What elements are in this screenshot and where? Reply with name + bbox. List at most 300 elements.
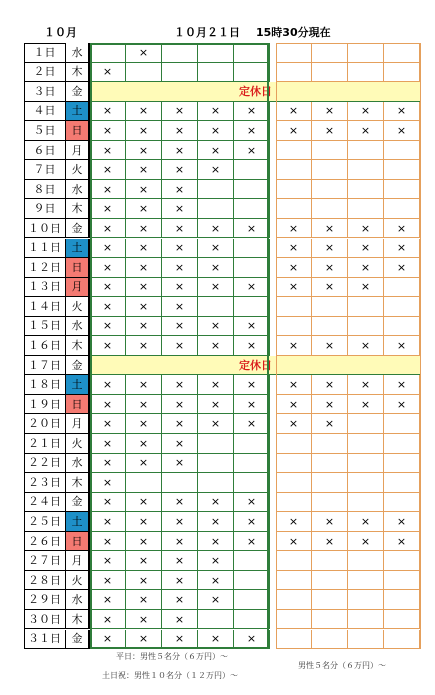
time-slot[interactable]: ×: [198, 630, 234, 650]
extra-slot[interactable]: [384, 278, 420, 298]
time-slot[interactable]: ×: [90, 297, 126, 317]
extra-slot[interactable]: ×: [276, 258, 312, 278]
time-slot[interactable]: ×: [198, 395, 234, 415]
extra-slot[interactable]: ×: [312, 336, 348, 356]
extra-slot[interactable]: ×: [276, 239, 312, 259]
extra-slot[interactable]: ×: [312, 414, 348, 434]
extra-slot[interactable]: ×: [384, 512, 420, 532]
extra-slot[interactable]: [276, 141, 312, 161]
time-slot[interactable]: ×: [90, 610, 126, 630]
time-slot[interactable]: [234, 434, 270, 454]
time-slot[interactable]: ×: [162, 219, 198, 239]
time-slot[interactable]: ×: [90, 121, 126, 141]
time-slot[interactable]: ×: [90, 512, 126, 532]
extra-slot[interactable]: [384, 610, 420, 630]
time-slot[interactable]: ×: [126, 414, 162, 434]
time-slot[interactable]: ×: [234, 493, 270, 513]
extra-slot[interactable]: [348, 454, 384, 474]
time-slot[interactable]: [198, 434, 234, 454]
extra-slot[interactable]: [276, 454, 312, 474]
reservation-calendar: [24, 43, 421, 649]
time-slot[interactable]: ×: [126, 239, 162, 259]
extra-slot[interactable]: ×: [384, 336, 420, 356]
extra-slot[interactable]: [276, 493, 312, 513]
extra-slot[interactable]: [348, 317, 384, 337]
extra-slot[interactable]: [276, 630, 312, 650]
time-slot[interactable]: ×: [126, 121, 162, 141]
time-slot[interactable]: ×: [234, 219, 270, 239]
extra-slot[interactable]: [348, 473, 384, 493]
time-slot[interactable]: ×: [126, 434, 162, 454]
time-slot[interactable]: ×: [90, 199, 126, 219]
date-cell: １３日: [24, 278, 66, 298]
calendar-row: [24, 297, 421, 317]
extra-slot[interactable]: [384, 141, 420, 161]
extra-slot[interactable]: [348, 434, 384, 454]
time-slot[interactable]: ×: [90, 239, 126, 259]
extra-slot[interactable]: ×: [312, 219, 348, 239]
extra-slot[interactable]: [312, 434, 348, 454]
time-slot[interactable]: ×: [234, 395, 270, 415]
extra-slot[interactable]: ×: [384, 239, 420, 259]
extra-slot[interactable]: [384, 180, 420, 200]
extra-slot[interactable]: [276, 571, 312, 591]
time-slot[interactable]: ×: [90, 160, 126, 180]
extra-slot[interactable]: [348, 630, 384, 650]
time-slot[interactable]: ×: [162, 199, 198, 219]
weekday-cell: 水: [66, 43, 90, 63]
time-slot[interactable]: [198, 43, 234, 63]
extra-slot[interactable]: [276, 610, 312, 630]
time-slot[interactable]: ×: [126, 375, 162, 395]
time-slot[interactable]: ×: [198, 219, 234, 239]
time-slot[interactable]: ×: [90, 102, 126, 122]
calendar-row: [24, 180, 421, 200]
extra-slot[interactable]: [312, 317, 348, 337]
extra-slot[interactable]: [276, 434, 312, 454]
time-slot[interactable]: ×: [162, 454, 198, 474]
extra-slot[interactable]: [312, 590, 348, 610]
extra-slot[interactable]: ×: [276, 395, 312, 415]
time-slot[interactable]: ×: [162, 551, 198, 571]
weekday-price-note: 平日：男性５名分（６万円）～: [116, 652, 228, 661]
extra-slot[interactable]: [348, 297, 384, 317]
extra-slot[interactable]: [276, 160, 312, 180]
time-slot[interactable]: [234, 551, 270, 571]
extra-slot[interactable]: [384, 414, 420, 434]
weekday-cell: 金: [66, 356, 90, 376]
calendar-row: [24, 532, 421, 552]
time-slot[interactable]: ×: [162, 336, 198, 356]
time-slot[interactable]: ×: [90, 551, 126, 571]
extra-slot[interactable]: [384, 199, 420, 219]
time-slot[interactable]: ×: [90, 414, 126, 434]
time-slot[interactable]: ×: [126, 630, 162, 650]
time-slot[interactable]: ×: [90, 336, 126, 356]
extra-slot[interactable]: ×: [312, 278, 348, 298]
time-slot[interactable]: ×: [126, 551, 162, 571]
time-slot[interactable]: ×: [234, 414, 270, 434]
time-slot[interactable]: ×: [126, 160, 162, 180]
date-cell: １４日: [24, 297, 66, 317]
time-slot[interactable]: ×: [198, 141, 234, 161]
weekday-cell: 木: [66, 610, 90, 630]
extra-slot[interactable]: ×: [348, 258, 384, 278]
date-cell: １２日: [24, 258, 66, 278]
extra-slot[interactable]: [312, 43, 348, 63]
time-slot[interactable]: ×: [90, 219, 126, 239]
extra-slot[interactable]: [276, 551, 312, 571]
time-slot[interactable]: ×: [90, 278, 126, 298]
calendar-row: [24, 571, 421, 591]
extra-slot[interactable]: ×: [384, 375, 420, 395]
extra-slot[interactable]: ×: [348, 375, 384, 395]
extra-slot[interactable]: ×: [348, 336, 384, 356]
weekday-cell: 日: [66, 532, 90, 552]
extra-slot[interactable]: ×: [384, 121, 420, 141]
extra-slot[interactable]: [276, 590, 312, 610]
time-slot[interactable]: ×: [162, 180, 198, 200]
time-slot[interactable]: ×: [90, 258, 126, 278]
time-slot[interactable]: ×: [198, 278, 234, 298]
time-slot[interactable]: ×: [162, 395, 198, 415]
date-cell: ２０日: [24, 414, 66, 434]
time-slot[interactable]: ×: [162, 102, 198, 122]
time-slot[interactable]: ×: [198, 102, 234, 122]
time-slot[interactable]: ×: [126, 317, 162, 337]
calendar-row: [24, 199, 421, 219]
time-slot[interactable]: ×: [198, 571, 234, 591]
extra-slot[interactable]: [348, 43, 384, 63]
extra-slot[interactable]: ×: [276, 102, 312, 122]
calendar-row: [24, 590, 421, 610]
time-slot[interactable]: [234, 258, 270, 278]
time-slot[interactable]: [126, 63, 162, 83]
time-slot[interactable]: ×: [234, 278, 270, 298]
time-slot[interactable]: ×: [90, 317, 126, 337]
extra-slot[interactable]: [276, 43, 312, 63]
time-slot[interactable]: [198, 610, 234, 630]
extra-slot[interactable]: [348, 551, 384, 571]
time-slot[interactable]: ×: [162, 297, 198, 317]
extra-slot[interactable]: [384, 63, 420, 83]
time-slot[interactable]: ×: [198, 160, 234, 180]
time-slot[interactable]: ×: [162, 434, 198, 454]
extra-slot[interactable]: [384, 630, 420, 650]
extra-slot[interactable]: ×: [384, 395, 420, 415]
time-slot[interactable]: ×: [162, 141, 198, 161]
time-slot[interactable]: [126, 473, 162, 493]
time-slot[interactable]: ×: [126, 199, 162, 219]
time-slot[interactable]: ×: [126, 278, 162, 298]
time-slot[interactable]: ×: [162, 239, 198, 259]
time-slot[interactable]: [234, 454, 270, 474]
time-slot[interactable]: [162, 63, 198, 83]
extra-slot[interactable]: [384, 551, 420, 571]
extra-slot[interactable]: [312, 493, 348, 513]
time-slot[interactable]: [198, 63, 234, 83]
time-slot[interactable]: [234, 297, 270, 317]
time-slot[interactable]: ×: [126, 590, 162, 610]
time-slot[interactable]: [234, 571, 270, 591]
time-slot[interactable]: ×: [90, 434, 126, 454]
extra-slot[interactable]: [312, 141, 348, 161]
extra-slot[interactable]: [384, 434, 420, 454]
time-slot[interactable]: ×: [90, 454, 126, 474]
extra-slot[interactable]: [384, 297, 420, 317]
time-slot[interactable]: [234, 43, 270, 63]
time-slot[interactable]: ×: [234, 532, 270, 552]
time-slot[interactable]: ×: [162, 121, 198, 141]
time-slot[interactable]: ×: [162, 590, 198, 610]
extra-slot[interactable]: [348, 180, 384, 200]
extra-slot[interactable]: ×: [384, 258, 420, 278]
time-slot[interactable]: ×: [90, 590, 126, 610]
extra-slot[interactable]: ×: [348, 395, 384, 415]
extra-slot[interactable]: [384, 317, 420, 337]
time-slot[interactable]: [234, 239, 270, 259]
extra-slot[interactable]: ×: [312, 512, 348, 532]
time-slot[interactable]: ×: [90, 180, 126, 200]
time-slot[interactable]: [198, 473, 234, 493]
extra-slot[interactable]: ×: [312, 375, 348, 395]
extra-slot[interactable]: [384, 571, 420, 591]
time-slot[interactable]: ×: [126, 493, 162, 513]
extra-slot[interactable]: ×: [348, 239, 384, 259]
time-slot[interactable]: ×: [162, 317, 198, 337]
extra-slot[interactable]: ×: [276, 512, 312, 532]
time-slot[interactable]: ×: [198, 512, 234, 532]
extra-slot[interactable]: ×: [384, 219, 420, 239]
time-slot[interactable]: ×: [198, 551, 234, 571]
time-slot[interactable]: ×: [90, 63, 126, 83]
time-slot[interactable]: ×: [162, 278, 198, 298]
extra-slot[interactable]: [348, 590, 384, 610]
extra-slot[interactable]: ×: [276, 375, 312, 395]
extra-slot[interactable]: ×: [312, 395, 348, 415]
time-slot[interactable]: ×: [90, 532, 126, 552]
extra-slot[interactable]: ×: [312, 532, 348, 552]
closed-day-banner: 定休日: [90, 356, 421, 376]
extra-slot[interactable]: ×: [276, 336, 312, 356]
weekday-cell: 日: [66, 395, 90, 415]
extra-slot[interactable]: [312, 630, 348, 650]
extra-slot[interactable]: [276, 180, 312, 200]
time-slot[interactable]: ×: [198, 414, 234, 434]
extra-slot[interactable]: [348, 610, 384, 630]
time-slot[interactable]: ×: [198, 336, 234, 356]
extra-slot[interactable]: [348, 141, 384, 161]
time-slot[interactable]: ×: [162, 414, 198, 434]
time-slot[interactable]: ×: [126, 532, 162, 552]
extra-slot[interactable]: [348, 571, 384, 591]
time-slot[interactable]: ×: [126, 610, 162, 630]
date-cell: ２日: [24, 63, 66, 83]
time-slot[interactable]: ×: [90, 375, 126, 395]
extra-slot[interactable]: [348, 63, 384, 83]
extra-slot[interactable]: ×: [312, 102, 348, 122]
extra-slot[interactable]: ×: [384, 532, 420, 552]
extra-slot[interactable]: ×: [276, 532, 312, 552]
time-slot[interactable]: ×: [198, 258, 234, 278]
extra-slot[interactable]: [312, 571, 348, 591]
extra-slot[interactable]: [276, 473, 312, 493]
extra-slot[interactable]: [312, 454, 348, 474]
time-slot[interactable]: [234, 180, 270, 200]
time-slot[interactable]: [234, 610, 270, 630]
time-slot[interactable]: [162, 43, 198, 63]
time-slot[interactable]: ×: [162, 610, 198, 630]
time-slot[interactable]: ×: [162, 571, 198, 591]
extra-slot[interactable]: [384, 493, 420, 513]
time-slot[interactable]: ×: [198, 493, 234, 513]
time-slot[interactable]: ×: [162, 532, 198, 552]
date-cell: １０日: [24, 219, 66, 239]
extra-slot[interactable]: [384, 590, 420, 610]
time-slot[interactable]: ×: [126, 180, 162, 200]
extra-slot[interactable]: [276, 199, 312, 219]
time-slot[interactable]: ×: [234, 375, 270, 395]
extra-slot[interactable]: [348, 160, 384, 180]
time-slot[interactable]: [234, 473, 270, 493]
time-slot[interactable]: ×: [90, 473, 126, 493]
extra-slot[interactable]: ×: [312, 121, 348, 141]
extra-slot[interactable]: [312, 180, 348, 200]
time-slot[interactable]: [198, 297, 234, 317]
weekday-cell: 土: [66, 102, 90, 122]
extra-slot[interactable]: ×: [348, 219, 384, 239]
time-slot[interactable]: [90, 43, 126, 63]
time-slot[interactable]: ×: [90, 571, 126, 591]
extra-slot[interactable]: [384, 43, 420, 63]
weekday-cell: 木: [66, 199, 90, 219]
time-slot[interactable]: ×: [234, 512, 270, 532]
time-slot[interactable]: ×: [90, 630, 126, 650]
weekday-cell: 日: [66, 258, 90, 278]
current-time: 15時30分現在: [256, 26, 331, 39]
time-slot[interactable]: ×: [234, 102, 270, 122]
extra-slot[interactable]: [384, 454, 420, 474]
calendar-row: [24, 454, 421, 474]
extra-slot[interactable]: ×: [348, 102, 384, 122]
time-slot[interactable]: ×: [126, 395, 162, 415]
extra-slot[interactable]: [312, 297, 348, 317]
time-slot[interactable]: ×: [198, 317, 234, 337]
time-slot[interactable]: ×: [126, 512, 162, 532]
time-slot[interactable]: ×: [126, 219, 162, 239]
time-slot[interactable]: ×: [162, 630, 198, 650]
weekday-cell: 月: [66, 551, 90, 571]
time-slot[interactable]: [198, 454, 234, 474]
extra-slot[interactable]: [312, 610, 348, 630]
time-slot[interactable]: ×: [234, 141, 270, 161]
weekday-cell: 月: [66, 414, 90, 434]
weekday-cell: 金: [66, 630, 90, 650]
extra-slot[interactable]: [312, 551, 348, 571]
extra-slot[interactable]: [312, 473, 348, 493]
time-slot[interactable]: ×: [126, 571, 162, 591]
extra-slot[interactable]: ×: [348, 512, 384, 532]
time-slot[interactable]: ×: [126, 454, 162, 474]
time-slot[interactable]: ×: [198, 590, 234, 610]
time-slot[interactable]: ×: [126, 297, 162, 317]
time-slot[interactable]: ×: [234, 317, 270, 337]
extra-slot[interactable]: [312, 199, 348, 219]
extra-slot[interactable]: [312, 160, 348, 180]
time-slot[interactable]: [234, 199, 270, 219]
time-slot[interactable]: ×: [234, 121, 270, 141]
extra-slot[interactable]: [348, 493, 384, 513]
extra-slot[interactable]: ×: [312, 239, 348, 259]
calendar-row: [24, 336, 421, 356]
time-slot[interactable]: ×: [234, 630, 270, 650]
time-slot[interactable]: ×: [162, 375, 198, 395]
weekday-cell: 金: [66, 219, 90, 239]
extra-slot[interactable]: ×: [276, 219, 312, 239]
time-slot[interactable]: ×: [162, 160, 198, 180]
extra-slot[interactable]: [384, 473, 420, 493]
time-slot[interactable]: ×: [162, 493, 198, 513]
time-slot[interactable]: [234, 160, 270, 180]
extra-slot[interactable]: [276, 297, 312, 317]
extra-slot[interactable]: ×: [384, 102, 420, 122]
time-slot[interactable]: ×: [198, 121, 234, 141]
time-slot[interactable]: ×: [162, 258, 198, 278]
time-slot[interactable]: ×: [90, 395, 126, 415]
extra-slot[interactable]: ×: [276, 414, 312, 434]
time-slot[interactable]: ×: [162, 512, 198, 532]
time-slot[interactable]: [198, 180, 234, 200]
extra-slot[interactable]: ×: [348, 121, 384, 141]
extra-slot[interactable]: ×: [276, 121, 312, 141]
extra-slot[interactable]: [276, 317, 312, 337]
extra-slot[interactable]: [348, 414, 384, 434]
time-slot[interactable]: ×: [198, 239, 234, 259]
extra-slot[interactable]: [384, 160, 420, 180]
time-slot[interactable]: ×: [126, 336, 162, 356]
time-slot[interactable]: ×: [126, 43, 162, 63]
extra-slot[interactable]: ×: [348, 278, 384, 298]
weekday-cell: 月: [66, 278, 90, 298]
weekday-cell: 水: [66, 180, 90, 200]
time-slot[interactable]: ×: [126, 102, 162, 122]
time-slot[interactable]: ×: [126, 258, 162, 278]
time-slot[interactable]: [162, 473, 198, 493]
extra-slot[interactable]: ×: [276, 278, 312, 298]
extra-slot[interactable]: [348, 199, 384, 219]
time-slot[interactable]: ×: [198, 532, 234, 552]
weekday-cell: 水: [66, 454, 90, 474]
time-slot[interactable]: [234, 590, 270, 610]
extra-slot[interactable]: [312, 63, 348, 83]
time-slot[interactable]: ×: [234, 336, 270, 356]
extra-slot[interactable]: ×: [348, 532, 384, 552]
date-cell: ３１日: [24, 630, 66, 650]
calendar-row: [24, 473, 421, 493]
time-slot[interactable]: ×: [198, 375, 234, 395]
time-slot[interactable]: ×: [126, 141, 162, 161]
time-slot[interactable]: [234, 63, 270, 83]
date-cell: ７日: [24, 160, 66, 180]
time-slot[interactable]: ×: [90, 141, 126, 161]
date-cell: ８日: [24, 180, 66, 200]
extra-slot[interactable]: ×: [312, 258, 348, 278]
time-slot[interactable]: ×: [90, 493, 126, 513]
time-slot[interactable]: [198, 199, 234, 219]
calendar-row: [24, 414, 421, 434]
extra-slot[interactable]: [276, 63, 312, 83]
weekday-cell: 木: [66, 336, 90, 356]
